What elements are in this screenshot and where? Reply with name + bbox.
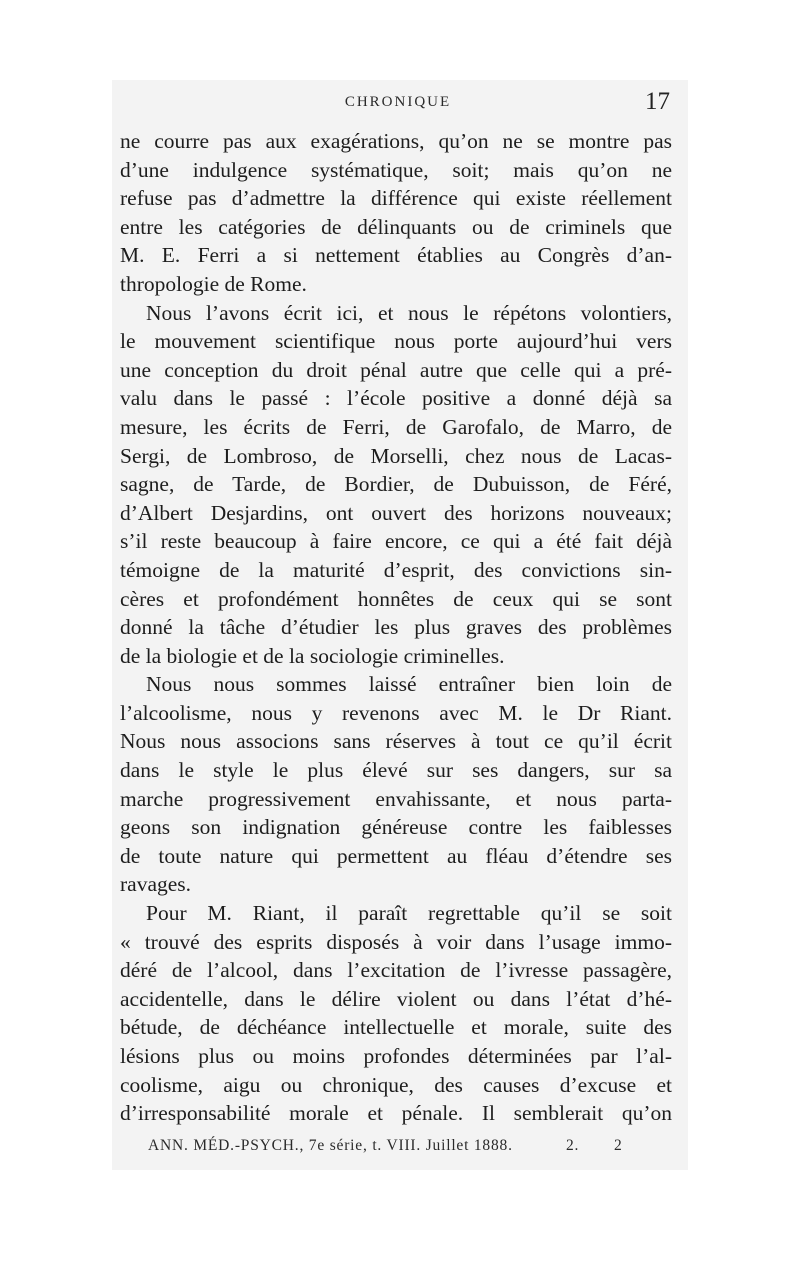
page-footer	[148, 1137, 648, 1155]
text-line: Sergi, de Lombroso, de Morselli, chez nous de Lacas-	[120, 443, 672, 468]
text-line: lésions plus ou moins profondes déterminées par l’al-	[120, 1044, 672, 1068]
text-line: accidentelle, dans le délire violent ou dans l’état d’hé-	[120, 986, 672, 1011]
text-line: « trouvé des esprits disposés à voir dans l’usage immo-	[120, 929, 672, 954]
text-line: d’une indulgence systématique, soit; mais qu’on ne	[120, 157, 672, 182]
footer-citation: ANN. MÉD.-PSYCH., 7e série, t. VIII. Juillet 1888.	[148, 1137, 513, 1154]
text-line: déré de l’alcool, dans l’excitation de l’ivresse passagère,	[120, 958, 672, 983]
body-text	[120, 127, 672, 1128]
page-number: 17	[645, 88, 670, 115]
text-line: l’alcoolisme, nous y revenons avec M. le Dr Riant.	[120, 700, 672, 725]
text-line: ne courre pas aux exagérations, qu’on ne se montre pas	[120, 129, 672, 153]
text-line: Nous nous sommes laissé entraîner bien loin de	[146, 672, 672, 697]
text-line: cères et profondément honnêtes de ceux qui se sont	[120, 586, 672, 611]
text-line: d’Albert Desjardins, ont ouvert des horizons nouveaux;	[120, 500, 672, 525]
text-line: entre les catégories de délinquants ou de criminels que	[120, 214, 672, 239]
text-line: dans le style le plus élevé sur ses dangers, sur sa	[120, 758, 672, 783]
text-line: Nous nous associons sans réserves à tout ce qu’il écrit	[120, 729, 672, 754]
text-line: une conception du droit pénal autre que celle qui a pré-	[120, 357, 672, 382]
text-line: M. E. Ferri a si nettement établies au Congrès d’an-	[120, 243, 672, 268]
text-line: de la biologie et de la sociologie criminelles.	[120, 643, 505, 668]
text-line: témoigne de la maturité d’esprit, des convictions sin-	[120, 557, 672, 582]
text-line: de toute nature qui permettent au fléau d’étendre ses	[120, 843, 672, 868]
text-line: d’irresponsabilité morale et pénale. Il semblerait qu’on	[120, 1101, 672, 1126]
text-line: sagne, de Tarde, de Bordier, de Dubuisson, de Féré,	[120, 472, 672, 497]
text-line: donné la tâche d’étudier les plus graves des problèmes	[120, 615, 672, 640]
text-line: valu dans le passé : l’école positive a donné déjà sa	[120, 386, 672, 411]
footer-signature: 2.	[566, 1137, 580, 1154]
text-line: refuse pas d’admettre la différence qui existe réellement	[120, 186, 672, 211]
text-line: ravages.	[120, 872, 192, 897]
page-header	[120, 88, 676, 122]
footer-signature-mark: 2	[614, 1137, 623, 1154]
text-line: bétude, de déchéance intellectuelle et morale, suite des	[120, 1015, 672, 1040]
text-line: s’il reste beaucoup à faire encore, ce qui a été fait déjà	[120, 529, 672, 554]
text-line: thropologie de Rome.	[120, 271, 307, 296]
text-line: marche progressivement envahissante, et nous parta-	[120, 786, 672, 811]
text-line: geons son indignation généreuse contre les faiblesses	[120, 815, 672, 840]
running-head: CHRONIQUE	[344, 94, 452, 110]
text-line: le mouvement scientifique nous porte aujourd’hui vers	[120, 329, 672, 354]
text-line: Pour M. Riant, il paraît regrettable qu’il se soit	[146, 901, 672, 926]
text-line: Nous l’avons écrit ici, et nous le répétons volontiers,	[146, 300, 672, 325]
text-line: mesure, les écrits de Ferri, de Garofalo, de Marro, de	[120, 414, 672, 439]
text-line: coolisme, aigu ou chronique, des causes d’excuse et	[120, 1072, 672, 1097]
